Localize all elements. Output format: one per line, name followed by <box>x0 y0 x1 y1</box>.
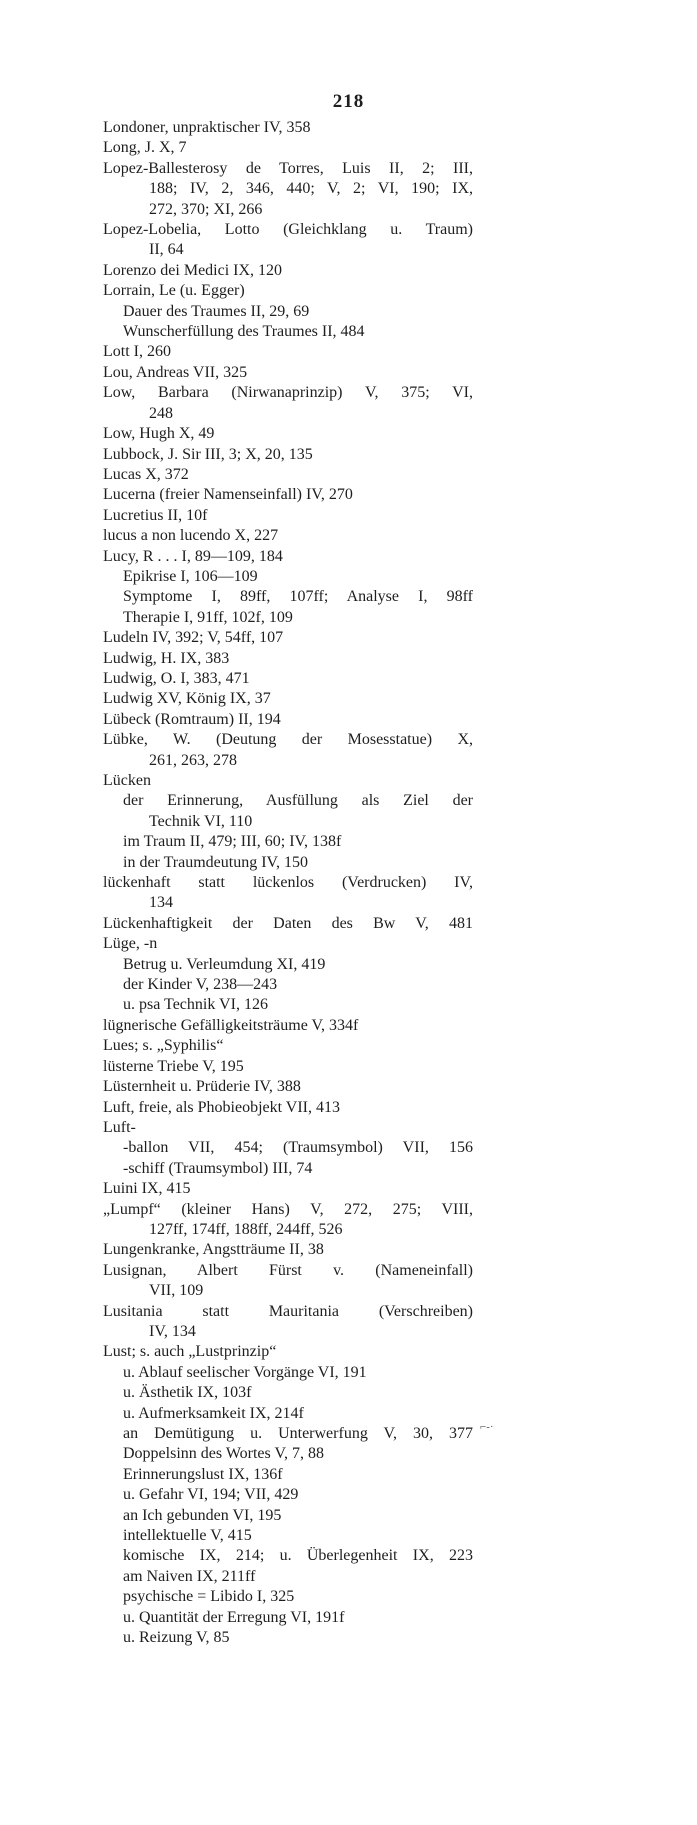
index-line: Ludwig, H. IX, 383 <box>103 649 230 667</box>
index-line: Lust; s. auch „Lustprinzip“ <box>103 1343 277 1361</box>
index-line: am Naiven IX, 211ff <box>123 1567 256 1585</box>
index-line: Epikrise I, 106—109 <box>123 567 258 585</box>
index-line: Lorenzo dei Medici IX, 120 <box>103 261 283 279</box>
index-line: II, 64 <box>149 241 184 259</box>
index-line: u. Ästhetik IX, 103f <box>123 1384 252 1402</box>
index-line: „Lumpf“ (kleiner Hans) V, 272, 275; VIII, <box>103 1200 473 1218</box>
index-line: Ludeln IV, 392; V, 54ff, 107 <box>103 629 284 647</box>
index-line: Lopez-Lobelia, Lotto (Gleichklang u. Traum) <box>103 221 473 239</box>
index-line: 188; IV, 2, 346, 440; V, 2; VI, 190; IX, <box>149 180 473 198</box>
index-line: komische IX, 214; u. Überlegenheit IX, 223 <box>123 1547 473 1565</box>
index-line: Londoner, unpraktischer IV, 358 <box>103 119 311 136</box>
index-line: Lorrain, Le (u. Egger) <box>103 282 245 300</box>
index-line: 127ff, 174ff, 188ff, 244ff, 526 <box>149 1220 343 1238</box>
index-line: psychische = Libido I, 325 <box>123 1588 295 1606</box>
margin-mark: ⌐-· <box>480 1421 494 1433</box>
page-number: 218 <box>332 91 365 112</box>
index-line: Lübeck (Romtraum) II, 194 <box>103 710 281 728</box>
index-line: Low, Hugh X, 49 <box>103 425 215 443</box>
index-line: 272, 370; XI, 266 <box>149 200 263 218</box>
index-line: u. Ablauf seelischer Vorgänge VI, 191 <box>123 1363 367 1381</box>
index-line: Dauer des Traumes II, 29, 69 <box>123 302 310 320</box>
index-line: u. Quantität der Erregung VI, 191f <box>123 1608 345 1626</box>
index-line: IV, 134 <box>149 1322 196 1340</box>
index-line: an Ich gebunden VI, 195 <box>123 1506 282 1524</box>
index-line: Lungenkranke, Angstträume II, 38 <box>103 1241 324 1259</box>
index-list <box>103 118 473 1648</box>
index-line: Wunscherfüllung des Traumes II, 484 <box>123 323 365 341</box>
index-line: Lückenhaftigkeit der Daten des Bw V, 481 <box>103 914 473 932</box>
index-line: Lusitania statt Mauritania (Verschreiben) <box>103 1302 473 1320</box>
index-line: 261, 263, 278 <box>149 751 237 769</box>
index-line: Doppelsinn des Wortes V, 7, 88 <box>123 1445 324 1463</box>
index-line: lucus a non lucendo X, 227 <box>103 527 279 545</box>
index-line: Betrug u. Verleumdung XI, 419 <box>123 955 326 973</box>
index-line: Luft- <box>103 1118 136 1136</box>
index-line: u. Gefahr VI, 194; VII, 429 <box>123 1486 299 1504</box>
index-line: Lucy, R . . . I, 89—109, 184 <box>103 547 283 565</box>
index-line: Lusignan, Albert Fürst v. (Nameneinfall) <box>103 1261 473 1279</box>
index-line: Technik VI, 110 <box>149 812 253 830</box>
index-line: Lucas X, 372 <box>103 465 189 483</box>
index-line: -ballon VII, 454; (Traumsymbol) VII, 156 <box>123 1139 473 1157</box>
index-line: im Traum II, 479; III, 60; IV, 138f <box>123 833 342 851</box>
index-line: Lou, Andreas VII, 325 <box>103 363 248 381</box>
index-line: an Demütigung u. Unterwerfung V, 30, 377 <box>123 1425 473 1442</box>
index-line: Lücken <box>103 772 151 789</box>
index-line: Erinnerungslust IX, 136f <box>123 1465 283 1483</box>
index-line: 248 <box>149 404 173 422</box>
index-line: Lüge, -n <box>103 935 158 953</box>
index-line: Lucretius II, 10f <box>103 506 208 524</box>
index-line: u. psa Technik VI, 126 <box>123 996 268 1014</box>
index-line: lügnerische Gefälligkeitsträume V, 334f <box>103 1016 359 1034</box>
index-line: in der Traumdeutung IV, 150 <box>123 853 309 871</box>
index-line: der Kinder V, 238—243 <box>123 976 278 994</box>
index-line: u. Reizung V, 85 <box>123 1629 230 1647</box>
index-line: der Erinnerung, Ausfüllung als Ziel der <box>123 792 473 810</box>
index-line: Luini IX, 415 <box>103 1180 191 1198</box>
index-line: u. Aufmerksamkeit IX, 214f <box>123 1404 304 1422</box>
index-line: Ludwig, O. I, 383, 471 <box>103 669 250 687</box>
index-line: Low, Barbara (Nirwanaprinzip) V, 375; VI, <box>103 384 473 402</box>
index-line: Long, J. X, 7 <box>103 139 187 157</box>
index-line: Lues; s. „Syphilis“ <box>103 1037 224 1055</box>
index-line: Therapie I, 91ff, 102f, 109 <box>123 608 293 626</box>
index-line: Lubbock, J. Sir III, 3; X, 20, 135 <box>103 445 313 463</box>
index-line: VII, 109 <box>149 1282 204 1300</box>
index-line: Lucerna (freier Namenseinfall) IV, 270 <box>103 486 353 504</box>
index-line: Lübke, W. (Deutung der Mosesstatue) X, <box>103 731 473 749</box>
index-line: Lott I, 260 <box>103 343 171 361</box>
index-line: intellektuelle V, 415 <box>123 1527 252 1545</box>
index-line: Ludwig XV, König IX, 37 <box>103 690 271 708</box>
index-line: Symptome I, 89ff, 107ff; Analyse I, 98ff <box>123 588 473 606</box>
index-line: Lopez-Ballesterosy de Torres, Luis II, 2; III, <box>103 159 473 177</box>
index-line: 134 <box>149 894 173 912</box>
index-line: lückenhaft statt lückenlos (Verdrucken) IV, <box>103 874 473 892</box>
index-line: Lüsternheit u. Prüderie IV, 388 <box>103 1078 301 1096</box>
index-line: Luft, freie, als Phobieobjekt VII, 413 <box>103 1098 340 1116</box>
index-line: lüsterne Triebe V, 195 <box>103 1057 244 1075</box>
index-line: -schiff (Traumsymbol) III, 74 <box>123 1159 313 1177</box>
